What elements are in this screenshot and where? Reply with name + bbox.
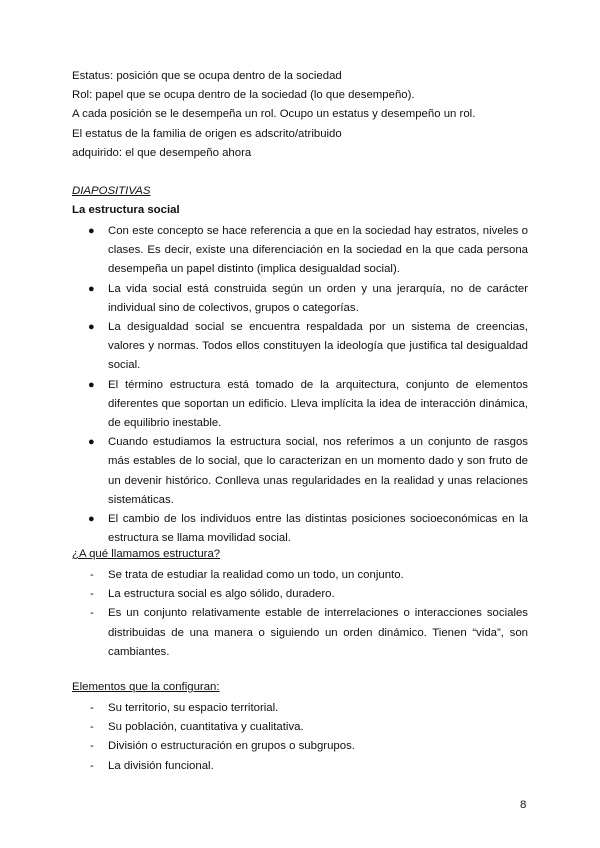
section-heading-elementos: Elementos que la configuran: [72,681,220,693]
bullet-text: Cuando estudiamos la estructura social, nos referimos a un conjunto de rasgos más estables de lo social, que lo caracterizan en un momento dado y son fruto de un devenir histórico. Conlleva unas regularidades en la realidad y unas relaciones sistemáticas. [108,436,528,506]
section-heading-que-llamamos: ¿A qué llamamos estructura? [72,548,221,560]
bullet-icon: ● [88,513,95,526]
bullet-icon: ● [88,282,95,295]
intro-line: A cada posición se le desempeña un rol. Ocupo un estatus y desempeño un rol. [72,108,476,121]
bullet-item [88,280,528,318]
dash-item [88,604,528,662]
intro-line: Rol: papel que se ocupa dentro de la sociedad (lo que desempeño). [72,89,415,102]
bullet-item [88,318,528,376]
bullet-text: Con este concepto se hace referencia a que en la sociedad hay estratos, niveles o clases. Es decir, existe una diferenciación en la sociedad en la que cada persona desempeña un papel distinto (implica desigualdad social). [108,225,528,276]
bullet-text: La desigualdad social se encuentra respaldada por un sistema de creencias, valores y normas. Todos ellos constituyen la ideología que justifica tal desigualdad social. [108,321,528,372]
dash-item [88,566,528,585]
estructura-bullet-list [88,222,528,548]
bullet-text: El término estructura está tomado de la arquitectura, conjunto de elementos diferentes que soportan un edificio. Lleva implícita la idea de interacción dinámica, de equilibrio inestable. [108,378,528,430]
bullet-text: La vida social está construida según un orden y una jerarquía, no de carácter individual sino de colectivos, grupos o categorías. [108,282,528,314]
dash-marker: - [90,588,94,601]
dash-marker: - [90,721,94,734]
intro-line: Estatus: posición que se ocupa dentro de la sociedad [72,70,342,82]
dash-item [88,737,528,756]
dash-item [88,757,528,776]
section-title-estructura-social: La estructura social [72,204,180,216]
dash-item [88,718,528,737]
intro-line: adquirido: el que desempeño ahora [72,146,252,159]
dash-marker: - [90,702,94,714]
que-llamamos-list [88,566,528,662]
bullet-item [88,376,528,434]
bullet-text: El cambio de los individuos entre las distintas posiciones socioeconómicas en la estructura se llama movilidad social. [108,513,528,545]
dash-marker: - [90,759,94,772]
bullet-item [88,433,528,510]
bullet-icon: ● [88,225,95,237]
intro-line: El estatus de la familia de origen es adscrito/atribuido [72,127,342,140]
intro-block [72,67,475,163]
bullet-icon: ● [88,436,95,449]
bullet-icon: ● [88,321,95,334]
dash-text: Se trata de estudiar la realidad como un todo, un conjunto. [108,569,404,581]
dash-text: Su población, cuantitativa y cualitativa. [108,721,304,734]
dash-text: La división funcional. [108,759,214,772]
dash-item [88,585,528,604]
dash-item [88,699,528,718]
bullet-icon: ● [88,378,95,391]
dash-text: Es un conjunto relativamente estable de interrelaciones o interacciones sociales distribuidas de una manera o siguiendo un orden dinámico. Tienen “vida”, son cambiantes. [108,607,528,658]
dash-text: Su territorio, su espacio territorial. [108,702,279,714]
dash-marker: - [90,569,94,581]
section-heading-diapositivas: DIAPOSITIVAS [72,185,151,197]
dash-text: División o estructuración en grupos o subgrupos. [108,740,355,753]
elementos-list [88,699,528,776]
page-number: 8 [520,799,527,811]
bullet-item [88,222,528,280]
dash-text: La estructura social es algo sólido, duradero. [108,588,335,601]
bullet-item [88,510,528,548]
dash-marker: - [90,740,94,753]
dash-marker: - [90,607,94,620]
